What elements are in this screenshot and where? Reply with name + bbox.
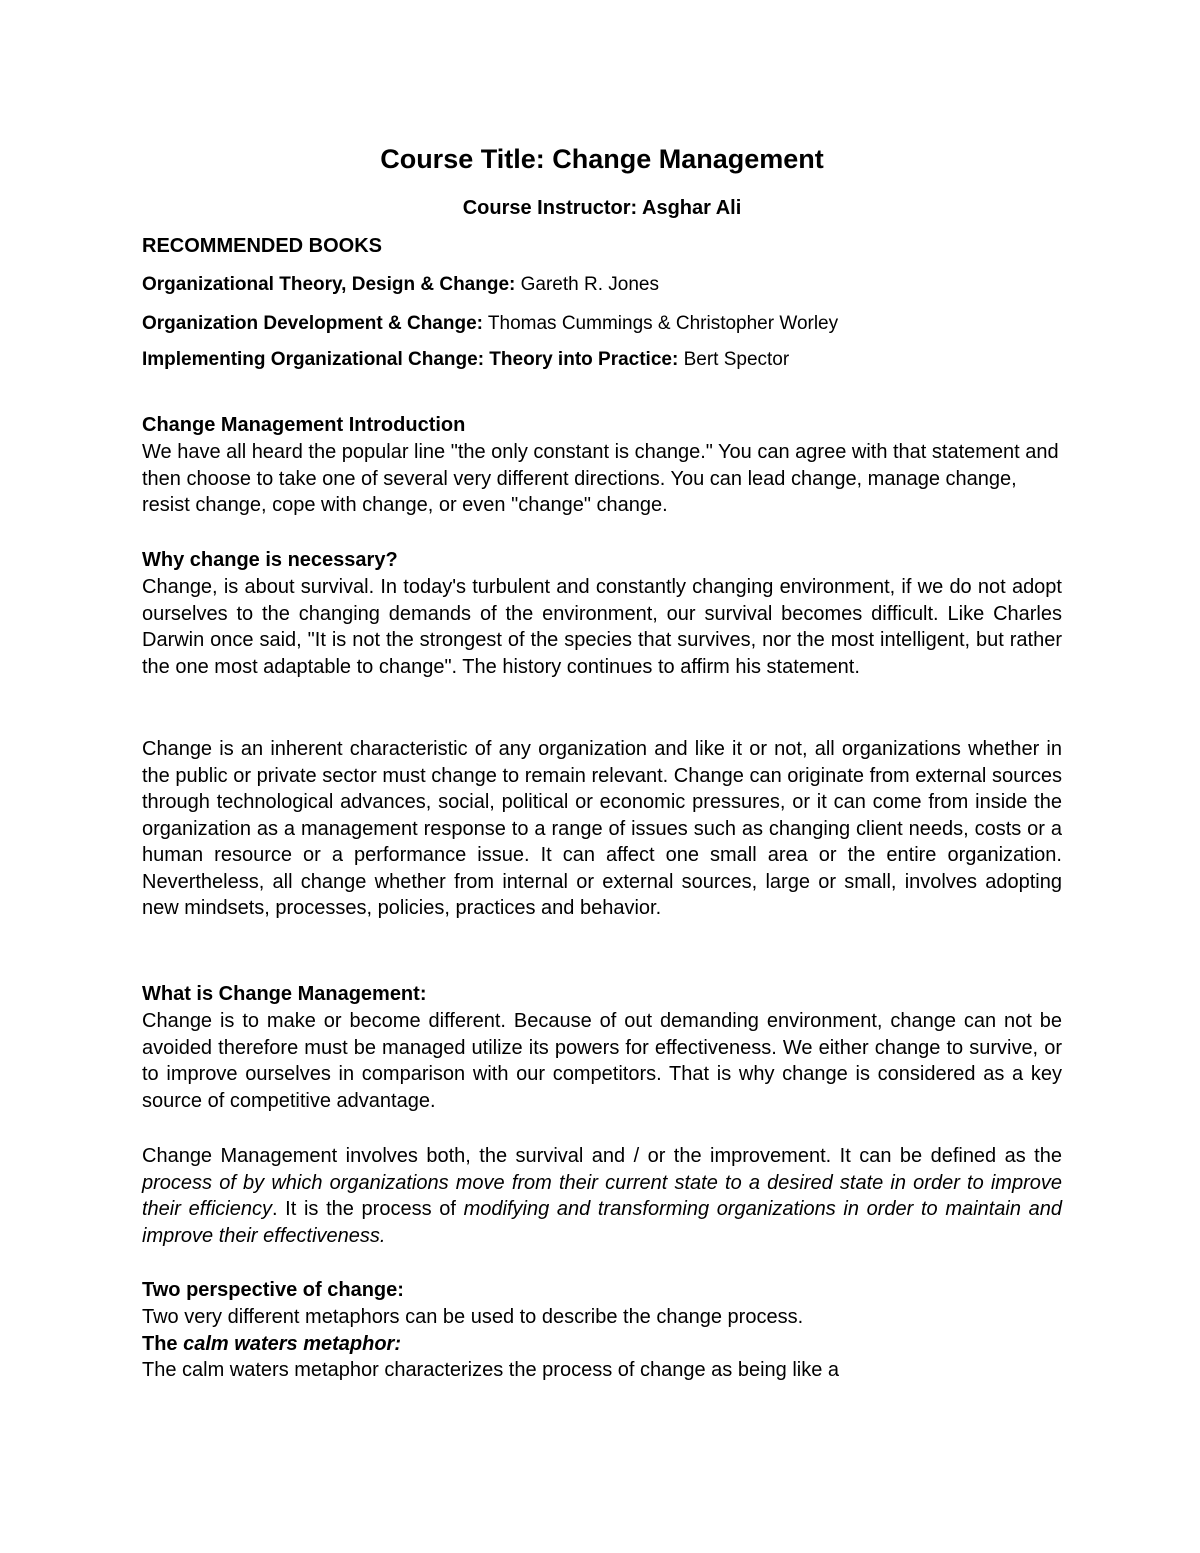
definition-text: Change Management involves both, the survival and / or the improvement. It can be defined as the [142, 1145, 1062, 1167]
book-author: Gareth R. Jones [515, 274, 659, 295]
definition-italic: process of by which organizations move from their current state to a desired state in order to improve their efficiency [142, 1171, 1062, 1220]
document-page [142, 0, 1062, 1553]
section-heading: Change Management Introduction [142, 414, 466, 436]
book-author: Bert Spector [678, 349, 790, 370]
section-heading: Why change is necessary? [142, 549, 398, 571]
metaphor-prefix: The [142, 1332, 184, 1355]
definition-italic: modifying and transforming organizations in order to maintain and improve their effectiveness. [142, 1198, 1062, 1247]
book-item [142, 310, 838, 338]
section-why-change [142, 547, 1062, 680]
section-paragraph: We have all heard the popular line "the only constant is change." You can agree with that statement and then choose to take one of several very different directions. You can lead change, manage change, resist change, cope with change, or even "change" change. [142, 441, 1059, 516]
book-item [142, 271, 659, 299]
section-introduction [142, 412, 1062, 519]
book-title: Organization Development & Change: [142, 313, 483, 334]
section-what-is-change-management [142, 981, 1062, 1114]
definition-text: . It is the process of [271, 1198, 464, 1220]
section-two-perspectives [142, 1277, 1062, 1384]
section-paragraph: Change, is about survival. In today's turbulent and constantly changing environment, if we do not adopt ourselves to the changing demands of the environment, our survival becomes difficult. Like Charles Darwin once said, "It is not the strongest of the species that survives, nor the most intelligent, but rather the one most adaptable to change". The history continues to affirm his statement. [142, 576, 1062, 678]
section-change-management-definition [142, 1143, 1062, 1249]
book-author: Thomas Cummings & Christopher Worley [482, 313, 839, 334]
recommended-books-heading: RECOMMENDED BOOKS [142, 235, 383, 257]
section-paragraph: Change is to make or become different. Because of out demanding environment, change can not be avoided therefore must be managed utilize its powers for effectiveness. We either change to survive, or to improve ourselves in comparison with our competitors. That is why change is considered as a key source of competitive advantage. [142, 1010, 1062, 1112]
section-paragraph: Two very different metaphors can be used to describe the change process. [142, 1306, 804, 1328]
book-title: Implementing Organizational Change: Theory into Practice: [142, 349, 679, 370]
section-paragraph [142, 1143, 1062, 1249]
section-paragraph: Change is an inherent characteristic of any organization and like it or not, all organizations whether in the public or private sector must change to remain relevant. Change can originate from external sources through technological advances, social, political or economic pressures, or it can come from inside the organization as a management response to a range of issues such as changing client needs, costs or a human resource or a performance issue. It can affect one small area or the entire organization. Nevertheless, all change whether from internal or external sources, large or small, involves adopting new mindsets, processes, policies, practices and behavior. [142, 738, 1062, 919]
metaphor-name: calm waters metaphor: [183, 1332, 401, 1355]
course-instructor: Course Instructor: Asghar Ali [462, 197, 742, 219]
section-heading: Two perspective of change: [142, 1279, 404, 1301]
metaphor-heading [142, 1331, 1062, 1358]
section-heading: What is Change Management: [142, 983, 427, 1005]
metaphor-paragraph: The calm waters metaphor characterizes the process of change as being like a [142, 1359, 840, 1381]
book-title: Organizational Theory, Design & Change: [142, 274, 516, 295]
section-inherent-characteristic [142, 736, 1062, 922]
book-item [142, 346, 789, 374]
course-title: Course Title: Change Management [380, 144, 824, 174]
